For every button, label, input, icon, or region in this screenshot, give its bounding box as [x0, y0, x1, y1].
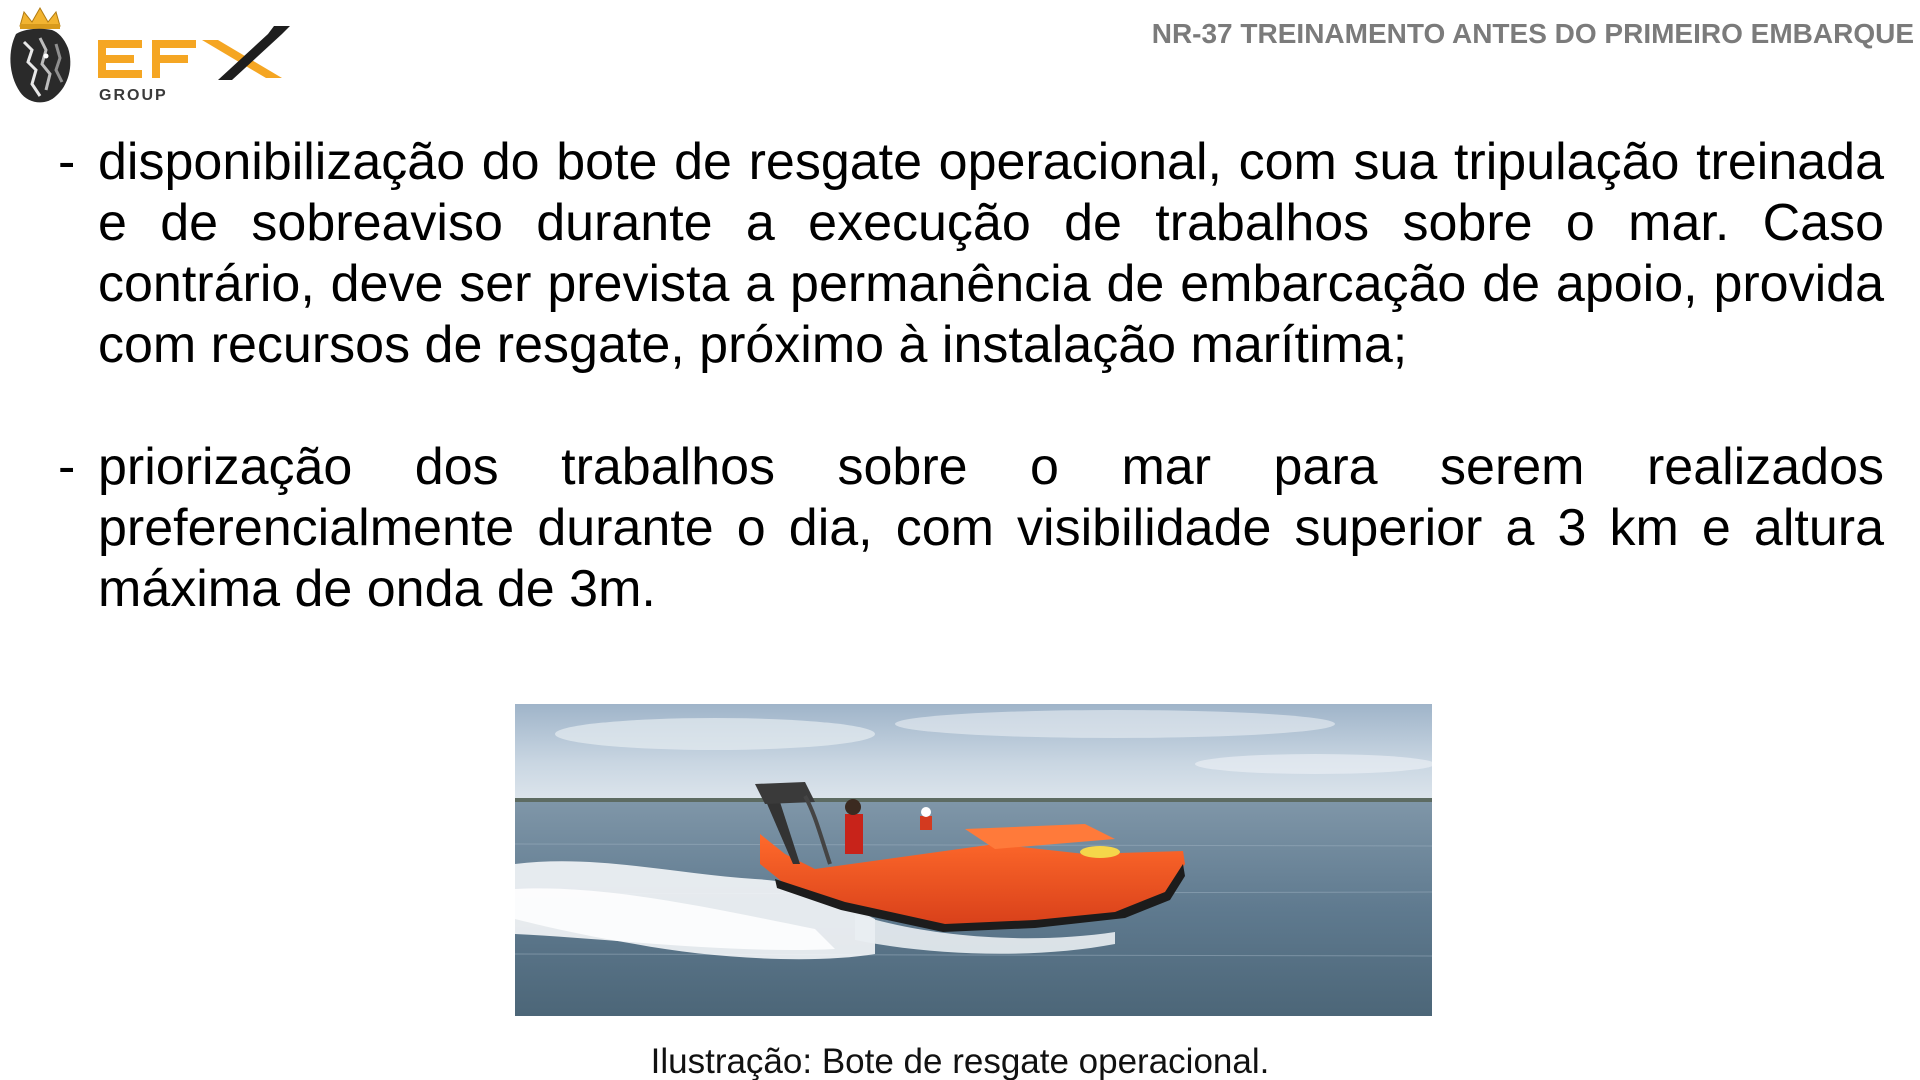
- bullet-list: [58, 132, 1884, 620]
- bullet-text: priorização dos trabalhos sobre o mar para serem realizados preferencialmente durante o dia, com visibilidade superior a 3 km e altura máxima de onda de 3m.: [98, 438, 1884, 618]
- efx-wordmark: [98, 26, 290, 80]
- lion-head-icon: [10, 29, 70, 103]
- bullet-item: [58, 437, 1884, 620]
- crown-icon: [20, 8, 60, 29]
- rescue-boat-photo: [515, 704, 1432, 1016]
- bullet-marker: -: [58, 133, 76, 191]
- logo-group-text: GROUP: [99, 87, 168, 104]
- efx-group-logo: [6, 4, 296, 108]
- figure-caption: Ilustração: Bote de resgate operacional.: [650, 1042, 1270, 1080]
- bullet-item: [58, 132, 1884, 376]
- bullet-text: disponibilização do bote de resgate operacional, com sua tripulação treinada e de sobreaviso durante a execução de trabalhos sobre o mar. Caso contrário, deve ser prevista a permanência de embarcação de apoio, provida com recursos de resgate, próximo à instalação marítima;: [98, 133, 1884, 374]
- bullet-marker: -: [58, 438, 76, 496]
- header-title: NR-37 TREINAMENTO ANTES DO PRIMEIRO EMBARQUE: [1151, 18, 1914, 49]
